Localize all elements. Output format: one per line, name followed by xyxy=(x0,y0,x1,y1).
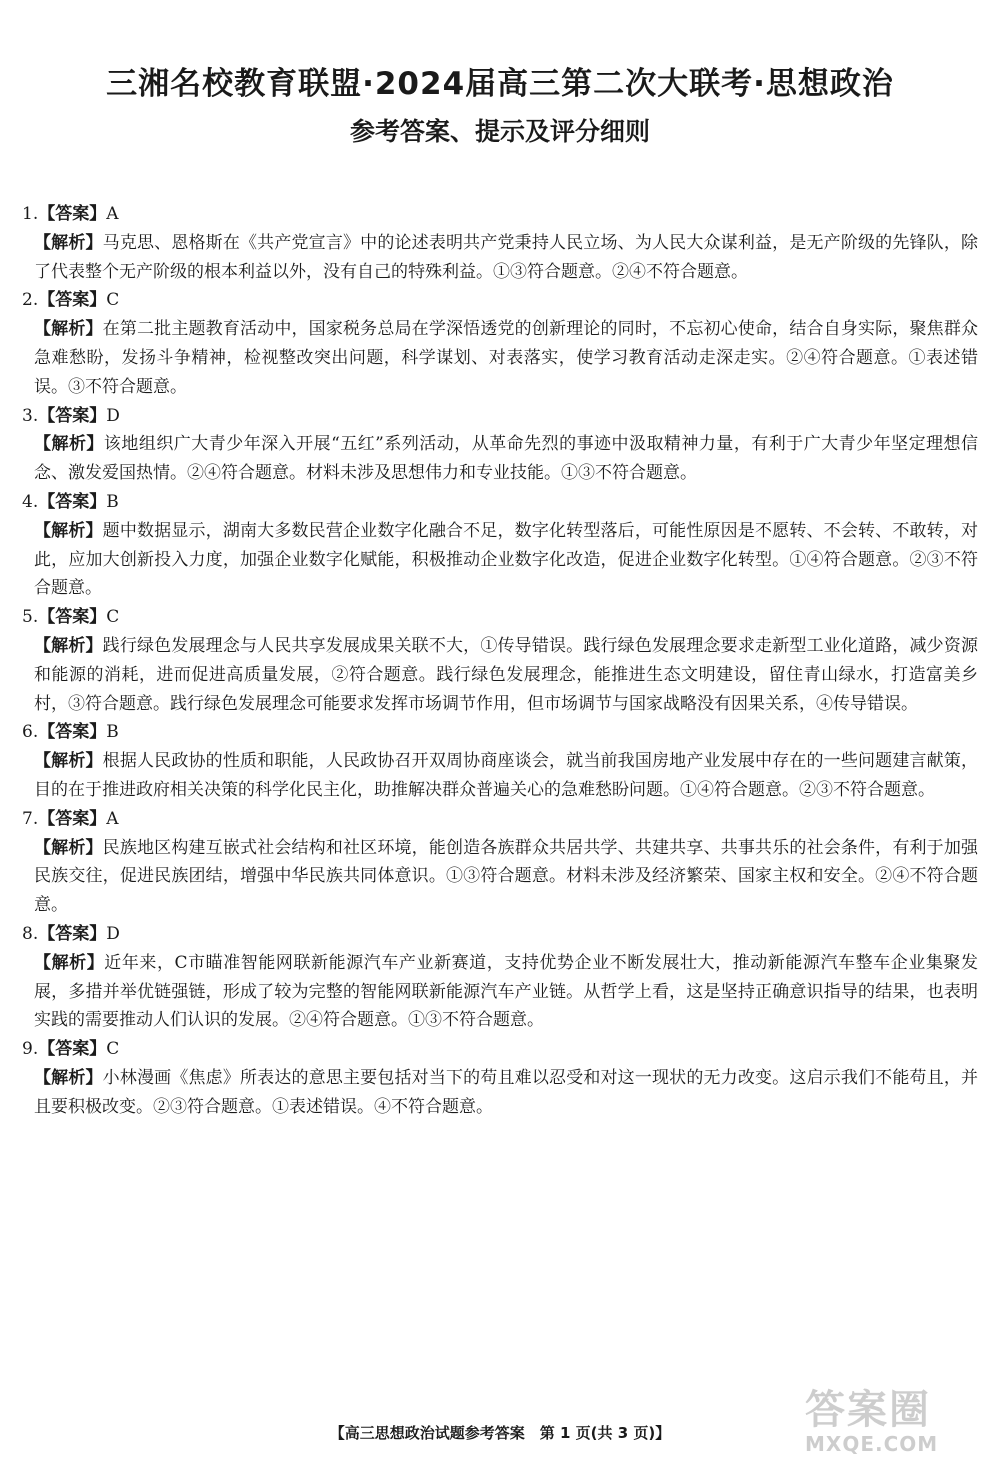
answer-item xyxy=(22,200,978,286)
answer-tag: 【答案】 xyxy=(38,722,107,743)
answer-line xyxy=(22,603,978,632)
item-number: 4. xyxy=(22,491,39,512)
answer-item xyxy=(22,402,978,488)
analysis-text: 根据人民政协的性质和职能，人民政协召开双周协商座谈会，就当前我国房地产业发展中存在的一些问题建言献策，目的在于推进政府相关决策的科学化民主化，助推解决群众普遍关心的急难愁盼问题。①④符合题意。②③不符合题意。 xyxy=(34,751,979,800)
answer-choice: C xyxy=(106,1039,120,1060)
analysis-text: 践行绿色发展理念与人民共享发展成果关联不大，①传导错误。践行绿色发展理念要求走新型工业化道路，减少资源和能源的消耗，进而促进高质量发展，②符合题意。践行绿色发展理念，能推进生态文明建设，留住青山绿水，打造富美乡村，③符合题意。践行绿色发展理念可能要求发挥市场调节作用，但市场调节与国家战略没有因果关系，④传导错误。 xyxy=(34,635,979,714)
answer-item xyxy=(22,718,978,804)
answer-item xyxy=(22,1035,978,1121)
watermark-url: MXQE.COM xyxy=(805,1432,939,1456)
analysis-paragraph xyxy=(22,1064,978,1122)
analysis-text: 在第二批主题教育活动中，国家税务总局在学深悟透党的创新理论的同时，不忘初心使命，结合自身实际，聚焦群众急难愁盼，发扬斗争精神，检视整改突出问题，科学谋划、对表落实，使学习教育活动走深走实。②④符合题意。①表述错误。③不符合题意。 xyxy=(34,319,979,397)
item-number: 2. xyxy=(22,290,39,311)
answer-line xyxy=(22,718,978,747)
answer-item xyxy=(22,488,978,603)
answer-line xyxy=(22,1035,978,1064)
analysis-tag: 【解析】 xyxy=(34,319,103,340)
analysis-text: 小林漫画《焦虑》所表达的意思主要包括对当下的苟且难以忍受和对这一现状的无力改变。这启示我们不能苟且，并且要积极改变。②③符合题意。①表述错误。④不符合题意。 xyxy=(34,1067,979,1117)
answer-choice: B xyxy=(106,491,119,512)
analysis-paragraph xyxy=(22,430,978,488)
document-title: 三湘名校教育联盟·2024届高三第二次大联考·思想政治 xyxy=(106,66,894,102)
page-footer: 【高三思想政治试题参考答案 第 1 页(共 3 页)】 xyxy=(329,1424,671,1442)
answer-list xyxy=(22,200,978,1122)
answer-item xyxy=(22,603,978,718)
item-number: 6. xyxy=(22,722,39,743)
analysis-paragraph xyxy=(22,632,978,718)
item-number: 9. xyxy=(22,1039,39,1060)
analysis-tag: 【解析】 xyxy=(34,751,103,772)
analysis-text: 民族地区构建互嵌式社会结构和社区环境，能创造各族群众共居共学、共建共享、共事共乐的社会条件，有利于加强民族交往，促进民族团结，增强中华民族共同体意识。①③符合题意。材料未涉及经济繁荣、国家主权和安全。②④不符合题意。 xyxy=(34,837,979,916)
analysis-paragraph xyxy=(22,517,978,603)
answer-item xyxy=(22,286,978,401)
analysis-tag: 【解析】 xyxy=(34,434,104,455)
item-number: 7. xyxy=(22,808,39,829)
answer-tag: 【答案】 xyxy=(38,1039,107,1060)
answer-tag: 【答案】 xyxy=(38,405,107,426)
item-number: 1. xyxy=(22,204,39,224)
answer-line xyxy=(22,805,978,834)
item-number: 5. xyxy=(22,607,39,628)
answer-choice: D xyxy=(106,923,120,944)
analysis-tag: 【解析】 xyxy=(34,635,103,656)
answer-choice: A xyxy=(106,204,119,224)
answer-line xyxy=(22,488,978,517)
answer-line xyxy=(22,286,978,315)
item-number: 8. xyxy=(22,923,39,944)
analysis-text: 该地组织广大青少年深入开展“五红”系列活动，从革命先烈的事迹中汲取精神力量，有利于广大青少年坚定理想信念、激发爱国热情。②④符合题意。材料未涉及思想伟力和专业技能。①③不符合题意。 xyxy=(34,434,978,484)
answer-line xyxy=(22,402,978,431)
answer-choice: D xyxy=(106,405,120,426)
analysis-tag: 【解析】 xyxy=(34,1067,103,1088)
answer-choice: C xyxy=(106,290,120,311)
analysis-tag: 【解析】 xyxy=(34,837,103,858)
analysis-paragraph xyxy=(22,949,978,1035)
analysis-text: 题中数据显示，湖南大多数民营企业数字化融合不足，数字化转型落后，可能性原因是不愿转、不会转、不敢转，对此，应加大创新投入力度，加强企业数字化赋能，积极推动企业数字化改造，促进企业数字化转型。①④符合题意。②③不符合题意。 xyxy=(34,520,979,599)
analysis-paragraph xyxy=(22,315,978,401)
analysis-paragraph xyxy=(22,747,978,805)
analysis-text: 近年来，C市瞄准智能网联新能源汽车产业新赛道，支持优势企业不断发展壮大，推动新能源汽车整车企业集聚发展，多措并举优链强链，形成了较为完整的智能网联新能源汽车产业链。从哲学上看，这是坚持正确意识指导的结果，也表明实践的需要推动人们认识的发展。②④符合题意。①③不符合题意。 xyxy=(34,952,978,1031)
answer-line xyxy=(22,200,978,229)
analysis-tag: 【解析】 xyxy=(34,520,103,541)
document-subtitle: 参考答案、提示及评分细则 xyxy=(349,117,650,146)
analysis-paragraph xyxy=(22,834,978,920)
answer-tag: 【答案】 xyxy=(38,290,107,311)
answer-tag: 【答案】 xyxy=(38,491,107,512)
analysis-tag: 【解析】 xyxy=(34,952,105,973)
answer-item xyxy=(22,805,978,920)
answer-tag: 【答案】 xyxy=(38,923,107,944)
answer-tag: 【答案】 xyxy=(38,607,107,628)
answer-choice: A xyxy=(106,808,119,829)
answer-tag: 【答案】 xyxy=(38,204,107,224)
analysis-text: 马克思、恩格斯在《共产党宣言》中的论述表明共产党秉持人民立场、为人民大众谋利益，是无产阶级的先锋队，除了代表整个无产阶级的根本利益以外，没有自己的特殊利益。①③符合题意。②④不符合题意。 xyxy=(34,232,979,282)
answer-choice: C xyxy=(106,607,120,628)
item-number: 3. xyxy=(22,405,39,426)
answer-line xyxy=(22,920,978,949)
watermark-text: 答案圈 xyxy=(805,1387,931,1433)
answer-tag: 【答案】 xyxy=(38,808,107,829)
analysis-tag: 【解析】 xyxy=(34,232,103,253)
answer-choice: B xyxy=(106,722,119,743)
analysis-paragraph xyxy=(22,229,978,287)
answer-item xyxy=(22,920,978,1035)
